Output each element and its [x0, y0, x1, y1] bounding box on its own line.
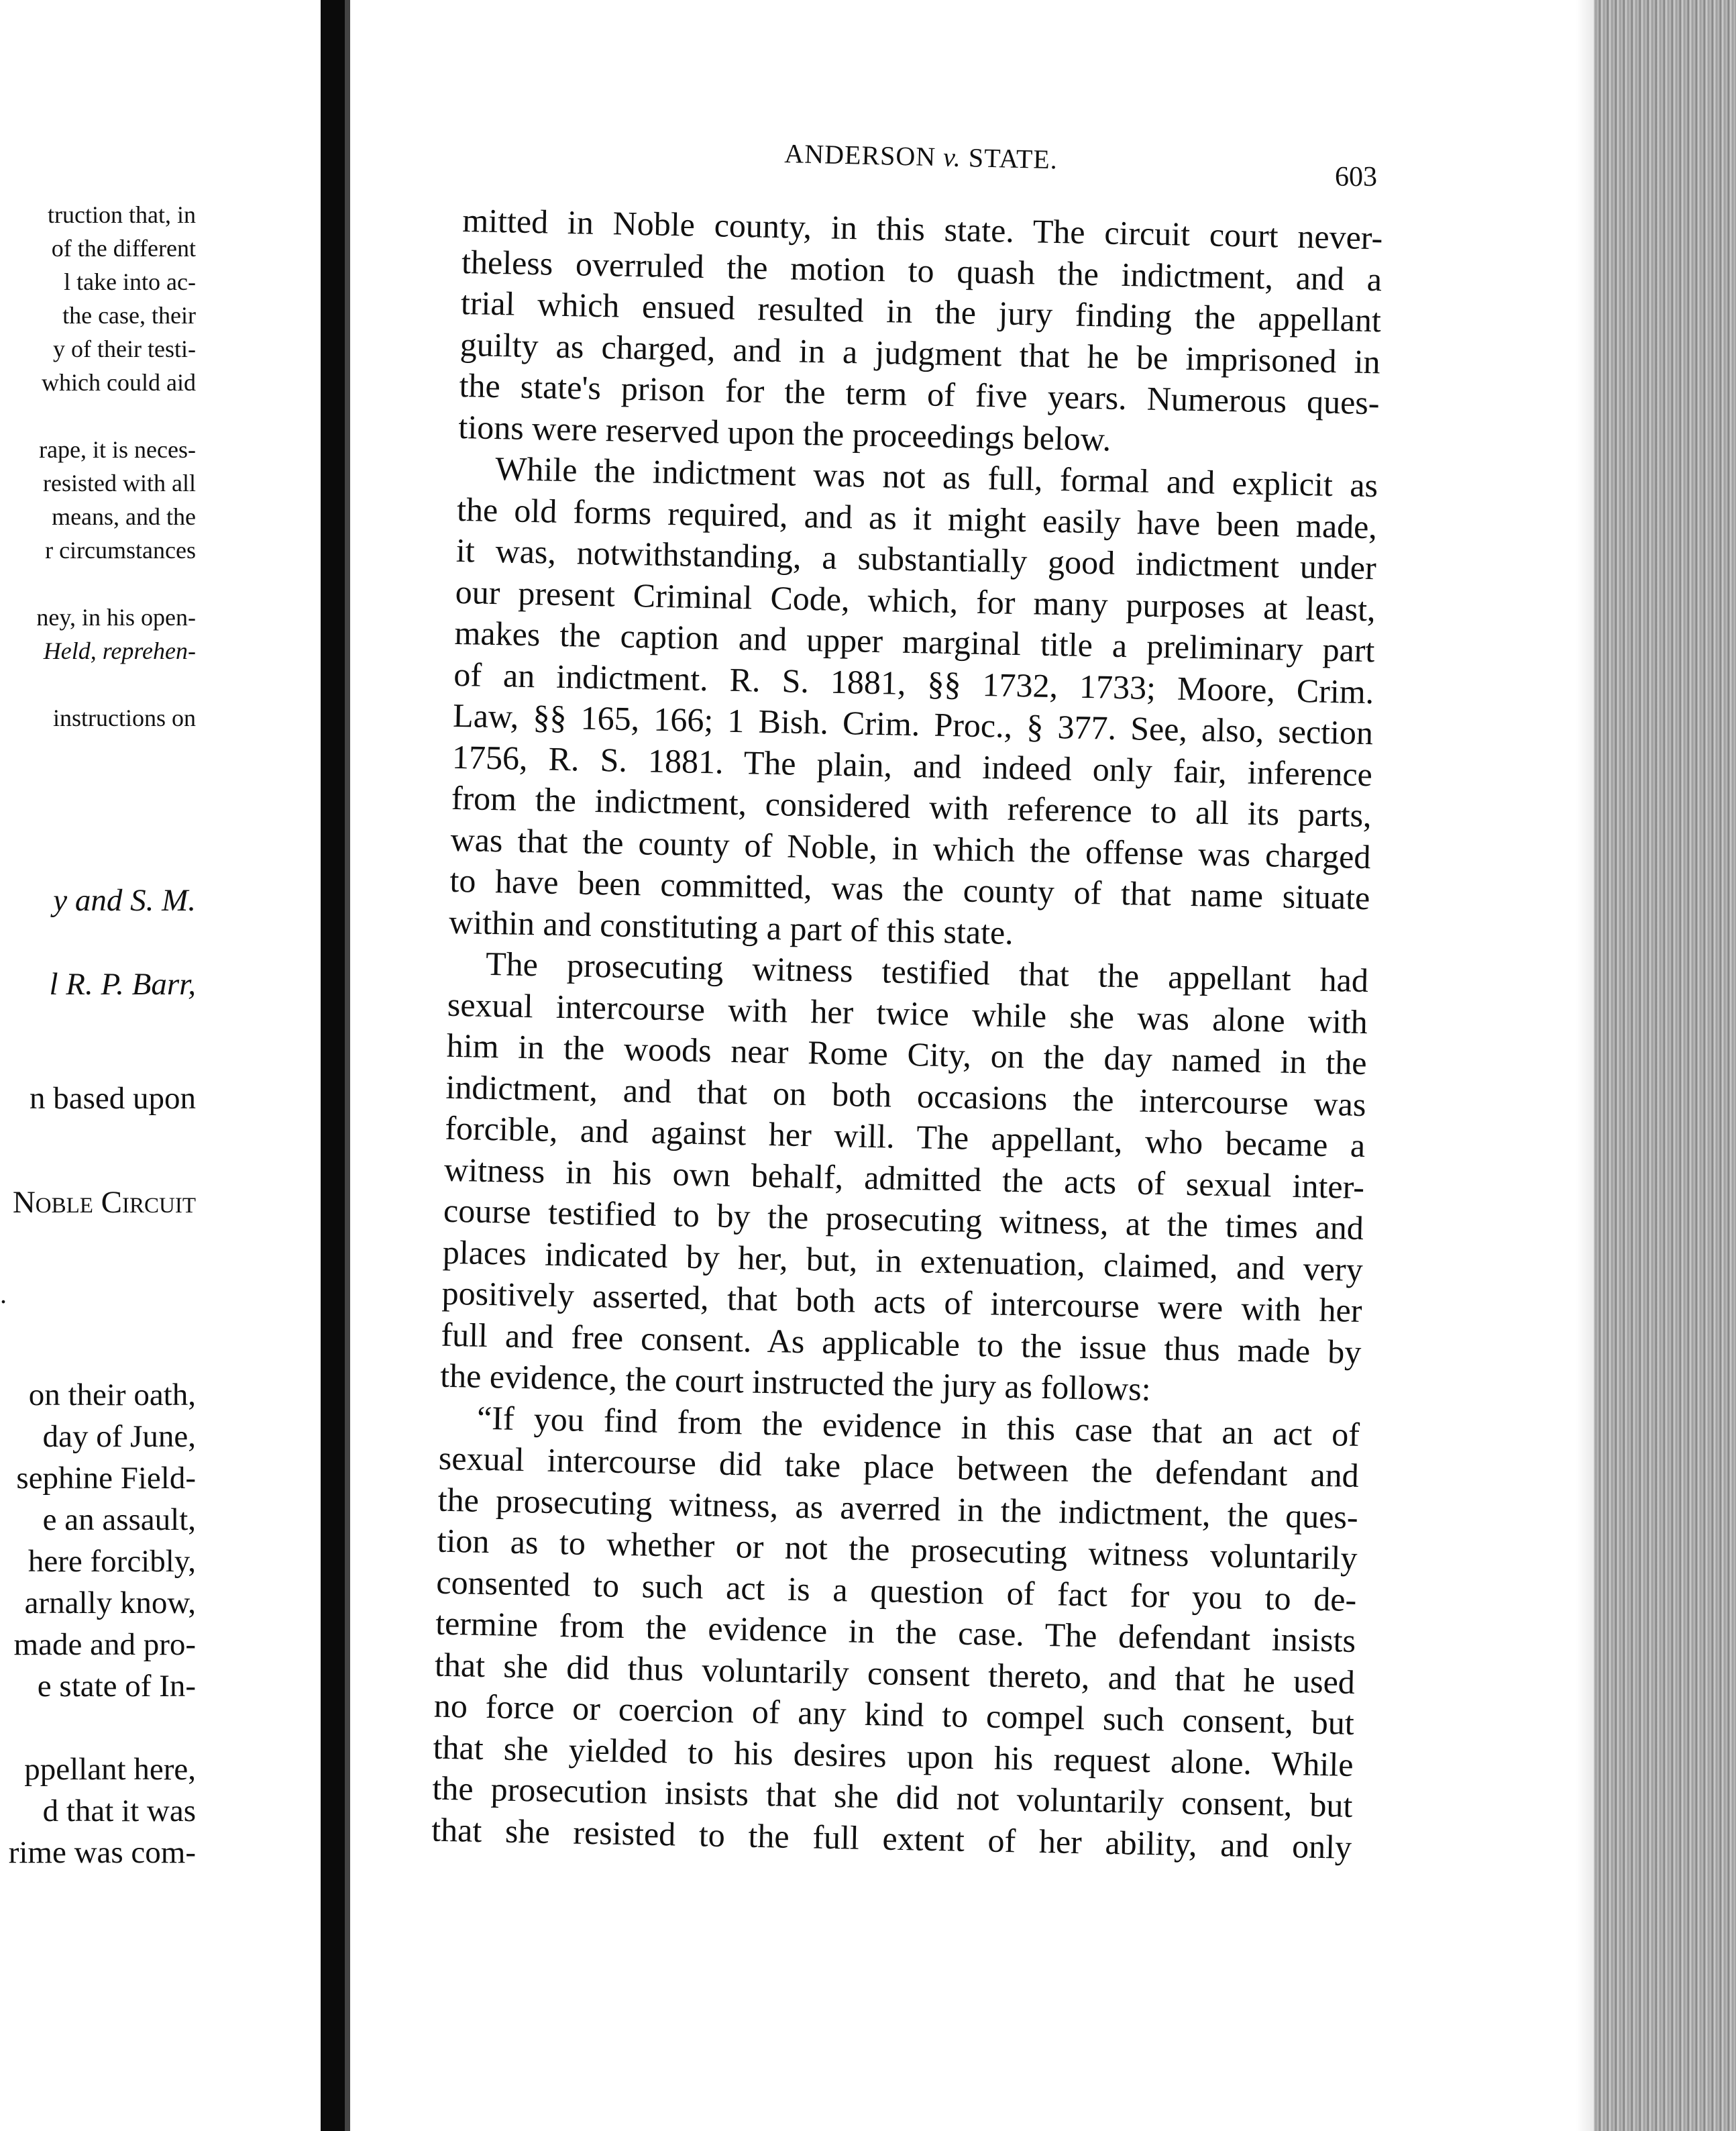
left-page-line: l take into ac- — [64, 268, 196, 295]
text-line: sexual intercourse did take place between the defendant and — [438, 1439, 1360, 1494]
left-page-line: d that it was — [42, 1794, 196, 1828]
left-page-line: Noble Circuit — [12, 1185, 196, 1220]
text-line: the prosecution insists that she did not voluntarily consent, but — [432, 1769, 1353, 1824]
left-page-line: truction that, in — [48, 201, 196, 228]
left-page-line: n based upon — [29, 1081, 196, 1116]
left-page-line: ppellant here, — [24, 1752, 196, 1787]
left-page-line: l R. P. Barr, — [49, 967, 196, 1002]
left-page-line: resisted with all — [43, 470, 196, 497]
page-edge-stack — [1594, 0, 1736, 2131]
left-page-line: y of their testi- — [53, 335, 196, 362]
text-line: “If you find from the evidence in this case that an act of — [476, 1398, 1360, 1453]
text-line: positively asserted, that both acts of intercourse were with her — [441, 1274, 1363, 1330]
left-page-line: e an assault, — [42, 1502, 196, 1537]
left-page-line: e state of In- — [37, 1669, 196, 1704]
left-page-line: here forcibly, — [28, 1544, 196, 1579]
left-page-line: rape, it is neces- — [39, 436, 196, 463]
text-line: full and free consent. As applicable to the issue thus made by — [441, 1315, 1362, 1371]
text-line: tion as to whether or not the prosecuting witness voluntarily — [437, 1521, 1358, 1577]
left-page-line: means, and the — [52, 503, 196, 530]
left-page-line: sephine Field- — [16, 1461, 196, 1496]
left-page-line: rime was com- — [8, 1835, 196, 1870]
text-line: tions were reserved upon the proceedings below. — [457, 407, 1111, 458]
text-line: no force or coercion of any kind to compel such consent, but — [433, 1686, 1355, 1742]
text-line: consented to such act is a question of fact for you to de- — [435, 1563, 1357, 1618]
text-line: was that the county of Noble, in which the offense was charged — [450, 820, 1371, 876]
text-line: guilty as charged, and in a judgment that he be imprisoned in — [459, 325, 1381, 380]
book-gutter-edge — [345, 0, 350, 2131]
left-page-line: the case, their — [62, 302, 196, 329]
text-line: indictment, and that on both occasions the intercourse was — [445, 1068, 1366, 1123]
left-page-period-mark: . — [0, 1279, 7, 1309]
left-page-line: day of June, — [42, 1419, 196, 1454]
running-head: ANDERSON v. STATE. — [783, 138, 1059, 175]
text-line: course testified to by the prosecuting witness, at the times and — [443, 1191, 1364, 1247]
text-line: that she did thus voluntarily consent thereto, and that he used — [434, 1645, 1356, 1701]
text-line: within and constituting a part of this state. — [448, 902, 1014, 951]
book-gutter — [321, 0, 345, 2131]
text-line: While the indictment was not as full, formal and explicit as — [494, 450, 1378, 505]
text-line: the prosecuting witness, as averred in the indictment, the ques- — [437, 1480, 1359, 1536]
text-line: Law, §§ 165, 166; 1 Bish. Crim. Proc., § 377. See, also, section — [452, 696, 1374, 752]
text-line: that she yielded to his desires upon his request alone. While — [433, 1728, 1354, 1783]
text-line: termine from the evidence in the case. The defendant insists — [435, 1604, 1356, 1659]
page-number: 603 — [1335, 162, 1377, 193]
left-page-line: of the different — [51, 235, 196, 262]
text-line: forcible, and against her will. The appellant, who became a — [444, 1108, 1366, 1165]
left-page-line: ney, in his open- — [36, 604, 196, 631]
text-line: The prosecuting witness testified that the appellant had — [485, 944, 1369, 1000]
text-line: that she resisted to the full extent of her ability, and only — [431, 1810, 1352, 1866]
text-line: mitted in Noble county, in this state. The circuit court never- — [462, 201, 1383, 257]
left-page-line: on their oath, — [28, 1378, 196, 1412]
left-page-line: Held, reprehen- — [43, 637, 196, 664]
left-page-line: arnally know, — [24, 1586, 196, 1620]
text-line: makes the caption and upper marginal title a preliminary part — [454, 613, 1375, 670]
text-line: the evidence, the court instructed the jury as follows: — [439, 1356, 1152, 1408]
text-line: to have been committed, was the county of that name situate — [449, 861, 1370, 917]
text-line: 1756, R. S. 1881. The plain, and indeed only fair, inference — [451, 737, 1373, 793]
left-page-fragment — [0, 0, 321, 2131]
left-page-line: instructions on — [53, 705, 196, 731]
left-page-line: r circumstances — [45, 537, 196, 564]
text-line: witness in his own behalf, admitted the acts of sexual inter- — [443, 1150, 1365, 1206]
left-page-line: which could aid — [42, 369, 196, 396]
text-line: theless overruled the motion to quash the indictment, and a — [461, 242, 1382, 298]
text-line: the old forms required, and as it might easily have been made, — [456, 490, 1378, 545]
text-line: it was, notwithstanding, a substantially good indictment under — [455, 531, 1377, 587]
body-text — [431, 200, 1383, 1868]
text-line: from the indictment, considered with reference to all its parts, — [451, 778, 1372, 835]
text-line: the state's prison for the term of five years. Numerous ques- — [459, 366, 1380, 422]
text-line: places indicated by her, but, in extenuation, claimed, and very — [442, 1233, 1364, 1288]
text-line: trial which ensued resulted in the jury finding the appellant — [460, 283, 1382, 340]
left-page-line: made and pro- — [13, 1627, 196, 1662]
text-line: our present Criminal Code, which, for many purposes at least, — [455, 572, 1376, 628]
text-line: sexual intercourse with her twice while she was alone with — [447, 985, 1368, 1041]
text-line: of an indictment. R. S. 1881, §§ 1732, 1733; Moore, Crim. — [453, 655, 1374, 711]
text-line: him in the woods near Rome City, on the day named in the — [446, 1026, 1368, 1082]
left-page-line: y and S. M. — [53, 883, 196, 918]
